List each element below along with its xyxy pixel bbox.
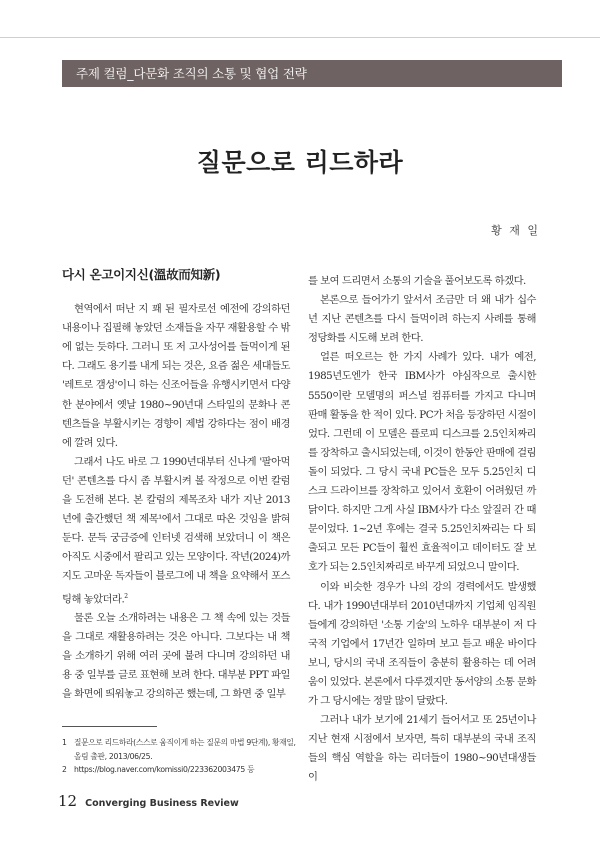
column-banner: 주제 컬럼_다문화 조직의 소통 및 협업 전략	[62, 60, 562, 87]
body-paragraph: 를 보여 드리면서 소통의 기술을 풀어보도록 하겠다.	[308, 275, 526, 287]
footnote-text: 질문으로 리드하라(스스로 움직이게 하는 질문의 마법 9단계), 황재일, 올림 출판, 2013/06/25.	[74, 738, 296, 761]
footnote-rule	[62, 726, 157, 727]
journal-name: Converging Business Review	[85, 798, 239, 809]
article-title: 질문으로 리드하라	[196, 148, 404, 177]
author-name: 황 재 일	[491, 224, 540, 237]
footnote-1	[62, 736, 302, 763]
footnote-number: 1	[62, 738, 67, 747]
body-paragraph: 물론 오늘 소개하려는 내용은 그 책 속에 있는 것들을 그대로 재활용하려는 것은 아니다. 그보다는 내 책을 소개하기 위해 여러 곳에 불려 다니며 강의하던 내용 중 일부를 글로 표현해 보려 한다. 대부분 PPT 파일을 화면에 띄워놓고 강의하곤 했는데, 그 화면 중 일부	[62, 612, 290, 701]
body-paragraph: 그러나 내가 보기에 21세기 들어서고 또 25년이나 지난 현재 시점에서 보자면, 특히 대부분의 국내 조직들의 핵심 역할을 하는 리더들이 1980~90년대생들이	[308, 714, 536, 784]
page-footer	[58, 792, 239, 810]
page-number: 12	[58, 792, 78, 810]
section-heading: 다시 온고이지신(溫故而知新)	[62, 267, 221, 282]
body-paragraph: 현역에서 떠난 지 꽤 된 필자로선 예전에 강의하던 내용이나 집필해 놓았던 소재들을 자꾸 재활용할 수 밖에 없는 듯하다. 그러니 또 저 고사성어를 들먹이게 된다. 그래도 용기를 내게 되는 것은, 요즘 젊은 세대들도 '레트로 갬성'이니 하는 신조어들을 유행시키면서 다양한 분야에서 옛날 1980~90년대 스타일의 문화나 콘텐츠들을 부활시키는 경향이 제법 강하다는 점이 배경에 깔려 있다.	[62, 303, 290, 449]
footnote-number: 2	[62, 765, 67, 774]
body-paragraph: 얼른 떠오르는 한 가지 사례가 있다. 내가 예전, 1985년도엔가 한국 IBM사가 야심작으로 출시한 5550이란 모델명의 퍼스널 컴퓨터를 가지고 다니며 판매 활동을 한 적이 있다. PC가 처음 등장하던 시절이었다. 그런데 이 모델은 플로피 디스크를 2.5인치짜리를 장착하고 출시되었는데, 이것이 한동안 판매에 걸림돌이 되었다. 그 당시 국내 PC들은 모두 5.25인치 디스크 드라이브를 장착하고 있어서 호환이 어려웠던 까닭이다. 하지만 그게 사실 IBM사가 다소 앞질러 간 때문이었다. 1~2년 후에는 결국 5.25인치짜리는 다 퇴출되고 모든 PC들이 훨씬 효율적이고 데이터도 잘 보호가 되는 2.5인치짜리로 바꾸게 되었으니 말이다.	[308, 351, 536, 574]
footnote-marker[interactable]: 2	[124, 592, 128, 600]
right-column	[308, 272, 536, 788]
footnotes	[62, 736, 302, 777]
footnote-2	[62, 763, 302, 777]
footnote-link[interactable]: https://blog.naver.com/komissi0/223362003475 등	[74, 765, 255, 774]
body-paragraph: 이와 비슷한 경우가 나의 강의 경력에서도 발생했다. 내가 1990년대부터 2010년대까지 기업체 임직원들에게 강의하던 '소통 기술'의 노하우 대부분이 저 다국적 기업에서 17년간 일하며 보고 듣고 배운 바이다 보니, 당시의 국내 조직들이 충분히 활용하는 데 어려움이 있었다. 본론에서 다루겠지만 동서양의 소통 문화가 그 당시에는 정말 많이 달랐다.	[308, 580, 536, 708]
left-column	[62, 265, 290, 704]
top-rule	[0, 37, 600, 38]
body-paragraph: 본론으로 들어가기 앞서서 조금만 더 왜 내가 십수년 지난 콘텐츠를 다시 들먹이려 하는지 사례를 통해 정당화를 시도해 보려 한다.	[308, 294, 536, 345]
body-paragraph: 그래서 나도 바로 그 1990년대부터 신나게 '팔아먹던' 콘텐츠를 다시 좀 부활시켜 볼 작정으로 이번 칼럼을 도전해 본다. 본 칼럼의 제목조차 내가 지난 2013년에 출간했던 책 제목¹에서 그대로 따온 것임을 밝혀둔다. 문득 궁금증에 인터넷 검색해 보았더니 이 책은 아직도 시중에서 팔리고 있는 모양이다. 작년(2024)까지도 고마운 독자들이 블로그에 내 책을 요약해서 포스팅해 놓았더라.$^2$	[62, 455, 290, 605]
